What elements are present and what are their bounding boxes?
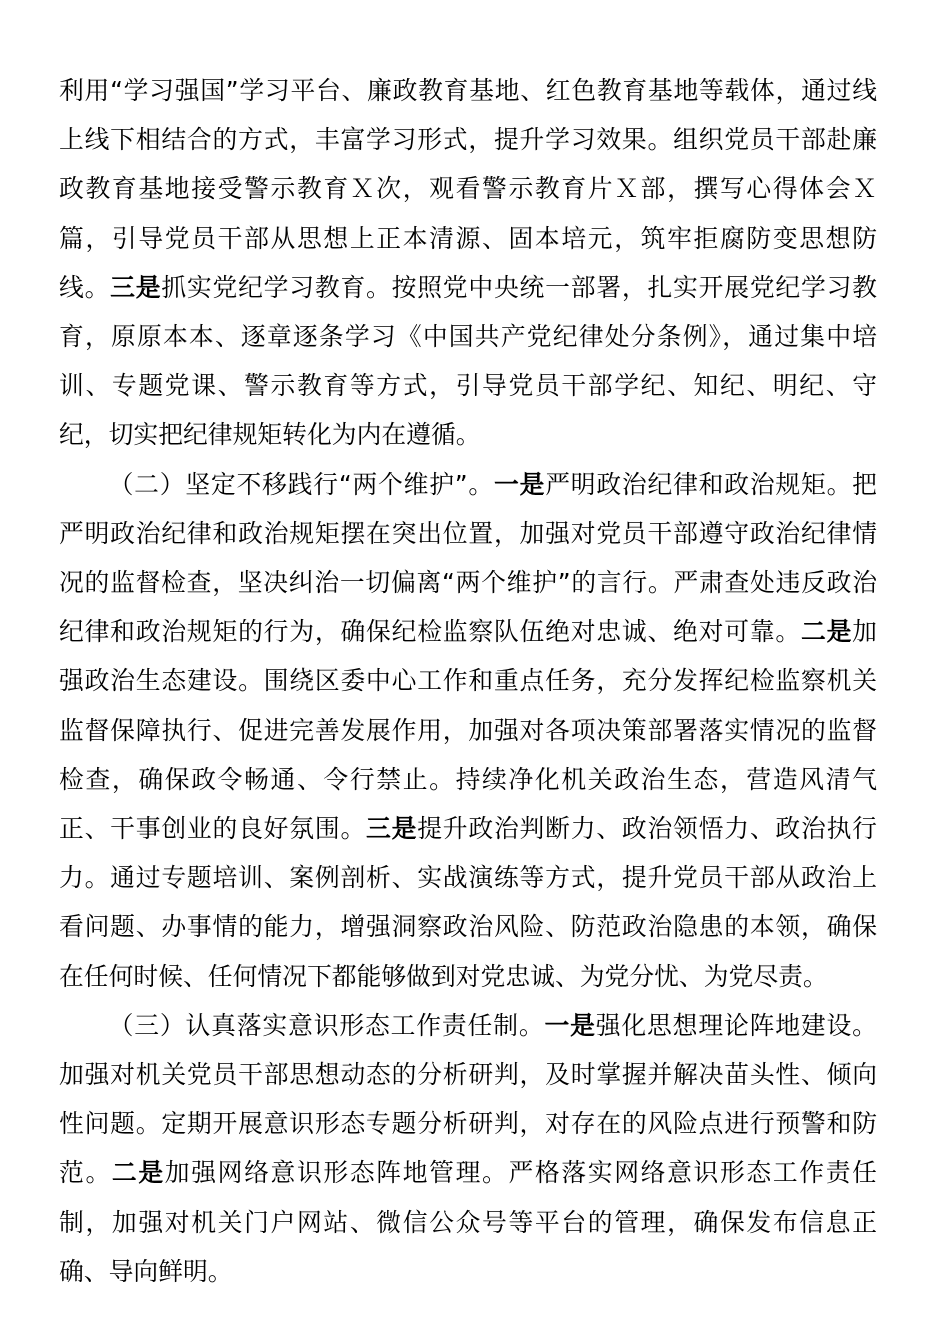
paragraph-3 — [59, 1001, 877, 1296]
paragraph-1 — [59, 66, 877, 460]
paragraph-2 — [59, 460, 877, 1001]
paragraph-2-text: 加强政治生态建设。围绕区委中心工作和重点任务，充分发挥纪检监察机关监督保障执行、促进完善发展作用，加强对各项决策部署落实情况的监督检查，确保政令畅通、令行禁止。持续净化机关政治生态，营造风清气正、干事创业的良好氛围。 — [59, 617, 877, 844]
paragraph-2-bold-marker: 二是 — [801, 617, 853, 647]
paragraph-1-text: 利用“学习强国”学习平台、廉政教育基地、红色教育基地等载体，通过线上线下相结合的方式，丰富学习形式，提升学习效果。组织党员干部赴廉政教育基地接受警示教育Ｘ次，观看警示教育片Ｘ部，撰写心得体会Ｘ篇，引导党员干部从思想上正本清源、固本培元，筑牢拒腐防变思想防线。 — [59, 76, 877, 302]
section-heading: （三）认真落实意识形态工作责任制。 — [108, 1010, 545, 1040]
paragraph-3-text: 加强网络意识形态阵地管理。严格落实网络意识形态工作责任制，加强对机关门户网站、微信公众号等平台的管理，确保发布信息正确、导向鲜明。 — [59, 1158, 877, 1286]
document-page — [59, 66, 877, 1296]
paragraph-2-bold-marker: 一是 — [494, 469, 546, 499]
paragraph-1-bold-marker: 三是 — [110, 272, 162, 302]
paragraph-3-bold-marker: 二是 — [111, 1158, 165, 1188]
paragraph-2-bold-marker: 三是 — [366, 814, 418, 844]
paragraph-1-text: 抓实党纪学习教育。按照党中央统一部署，扎实开展党纪学习教育，原原本本、逐章逐条学习《中国共产党纪律处分条例》，通过集中培训、专题党课、警示教育等方式，引导党员干部学纪、知纪、明纪、守纪，切实把纪律规矩转化为内在遵循。 — [59, 272, 877, 450]
section-heading: （二）坚定不移践行“两个维护”。 — [108, 469, 495, 499]
paragraph-3-bold-marker: 一是 — [544, 1010, 596, 1040]
paragraph-3-text: 强化思想理论阵地建设。加强对机关党员干部思想动态的分析研判，及时掌握并解决苗头性、倾向性问题。定期开展意识形态专题分析研判，对存在的风险点进行预警和防范。 — [59, 1010, 877, 1188]
paragraph-2-text: 提升政治判断力、政治领悟力、政治执行力。通过专题培训、案例剖析、实战演练等方式，提升党员干部从政治上看问题、办事情的能力，增强洞察政治风险、防范政治隐患的本领，确保在任何时候、任何情况下都能够做到对党忠诚、为党分忧、为党尽责。 — [59, 814, 877, 991]
paragraph-2-text: 严明政治纪律和政治规矩。把严明政治纪律和政治规矩摆在突出位置，加强对党员干部遵守政治纪律情况的监督检查，坚决纠治一切偏离“两个维护”的言行。严肃查处违反政治纪律和政治规矩的行为，确保纪检监察队伍绝对忠诚、绝对可靠。 — [59, 469, 877, 647]
